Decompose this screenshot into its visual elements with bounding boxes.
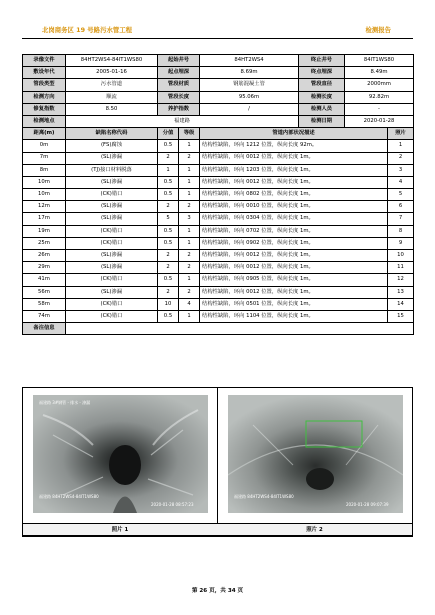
table-row	[23, 189, 414, 201]
defect-rows	[23, 140, 414, 323]
cell-score: 1	[158, 164, 179, 176]
photo-frame-1	[23, 388, 218, 524]
info-label: 检测方向	[23, 91, 66, 103]
info-value: /	[200, 103, 299, 115]
cell-photo: 7	[388, 213, 414, 225]
info-value: 2000mm	[345, 79, 414, 91]
remark-value	[66, 323, 414, 335]
table-row	[23, 176, 414, 188]
cell-desc: 结构性缺陷，环向 0501 位置，纵向长度 1m。	[200, 298, 388, 310]
photo-overlay-date: 2020-01-28 09:07:39	[346, 502, 389, 507]
info-value: 8.50	[66, 103, 158, 115]
table-row	[23, 201, 414, 213]
cell-grade: 1	[179, 176, 200, 188]
cell-photo: 14	[388, 298, 414, 310]
page-number: 第 26 页，共 34 页	[191, 588, 244, 594]
info-value: 84HT2WS4-84IT1WS80	[66, 55, 158, 67]
cell-score: 5	[158, 213, 179, 225]
cell-code: (CK)错口	[66, 237, 158, 249]
photo-overlay-date: 2020-01-28 08:57:23	[151, 502, 194, 507]
info-value: 福建路	[66, 115, 299, 127]
cell-desc: 结构性缺陷，环向 0012 位置，纵向长度 1m。	[200, 250, 388, 262]
cell-score: 0.5	[158, 310, 179, 322]
info-value: 92.82m	[345, 91, 414, 103]
cell-photo: 11	[388, 262, 414, 274]
cell-distance: 10m	[23, 189, 66, 201]
photo-panel	[22, 387, 413, 537]
cell-distance: 41m	[23, 274, 66, 286]
info-label: 检测日期	[299, 115, 345, 127]
cell-distance: 0m	[23, 140, 66, 152]
cell-score: 0.5	[158, 225, 179, 237]
cell-grade: 1	[179, 189, 200, 201]
cell-desc: 结构性缺陷，环向 1212 位置，纵向长度 92m。	[200, 140, 388, 152]
info-label: 修复指数	[23, 103, 66, 115]
cell-distance: 12m	[23, 201, 66, 213]
cell-distance: 56m	[23, 286, 66, 298]
cell-photo: 2	[388, 152, 414, 164]
photo-caption-1: 照片 1	[22, 523, 218, 536]
table-row	[23, 310, 414, 322]
cell-photo: 12	[388, 274, 414, 286]
cell-grade: 2	[179, 152, 200, 164]
info-row-3	[23, 79, 414, 91]
cell-desc: 结构性缺陷，环向 0905 位置，纵向长度 1m。	[200, 274, 388, 286]
cell-grade: 3	[179, 213, 200, 225]
table-row	[23, 286, 414, 298]
cell-distance: 8m	[23, 164, 66, 176]
cell-score: 0.5	[158, 237, 179, 249]
cell-desc: 结构性缺陷，环向 1203 位置，纵向长度 1m。	[200, 164, 388, 176]
info-value: 钢筋混凝土管	[200, 79, 299, 91]
cell-desc: 结构性缺陷，环向 0012 位置，纵向长度 1m。	[200, 262, 388, 274]
cell-grade: 4	[179, 298, 200, 310]
cell-distance: 58m	[23, 298, 66, 310]
cell-grade: 2	[179, 262, 200, 274]
cell-score: 2	[158, 250, 179, 262]
cell-distance: 19m	[23, 225, 66, 237]
cell-photo: 5	[388, 189, 414, 201]
cell-desc: 结构性缺陷，环向 1104 位置，纵向长度 1m。	[200, 310, 388, 322]
report-header	[22, 25, 413, 37]
info-label: 管段直径	[299, 79, 345, 91]
info-label: 敷设年代	[23, 67, 66, 79]
cell-code: (FS)腐蚀	[66, 140, 158, 152]
cell-photo: 10	[388, 250, 414, 262]
cell-distance: 26m	[23, 250, 66, 262]
cell-code: (CK)错口	[66, 274, 158, 286]
info-label: 养护指数	[158, 103, 200, 115]
info-label: 管段长度	[158, 91, 200, 103]
cell-score: 0.5	[158, 189, 179, 201]
cell-score: 2	[158, 286, 179, 298]
table-row	[23, 237, 414, 249]
cell-score: 0.5	[158, 176, 179, 188]
info-row-2	[23, 67, 414, 79]
info-value: 84IT1WS80	[345, 55, 414, 67]
pipe-photo-1	[33, 395, 208, 513]
table-row	[23, 274, 414, 286]
table-row	[23, 262, 414, 274]
cell-desc: 结构性缺陷，环向 0802 位置，纵向长度 1m。	[200, 189, 388, 201]
cell-desc: 结构性缺陷，环向 0012 位置，纵向长度 1m。	[200, 152, 388, 164]
info-label: 检测人员	[299, 103, 345, 115]
cell-score: 0.5	[158, 274, 179, 286]
info-label: 检测长度	[299, 91, 345, 103]
inspection-table	[22, 54, 414, 335]
info-value: 84HT2WS4	[200, 55, 299, 67]
info-value: 2020-01-28	[345, 115, 414, 127]
cell-photo: 4	[388, 176, 414, 188]
cell-code: (TJ)接口材料脱落	[66, 164, 158, 176]
cell-score: 2	[158, 262, 179, 274]
info-label: 终点埋深	[299, 67, 345, 79]
cell-score: 10	[158, 298, 179, 310]
cell-desc: 结构性缺陷，环向 0012 位置，纵向长度 1m。	[200, 286, 388, 298]
info-value: 污水管道	[66, 79, 158, 91]
cell-distance: 74m	[23, 310, 66, 322]
col-distance: 距离(m)	[23, 128, 66, 140]
info-value: 2005-01-16	[66, 67, 158, 79]
cell-desc: 结构性缺陷，环向 0702 位置，纵向长度 1m。	[200, 225, 388, 237]
info-value: 95.06m	[200, 91, 299, 103]
cell-code: (SL)渗漏	[66, 176, 158, 188]
cell-grade: 2	[179, 250, 200, 262]
info-label: 管段材质	[158, 79, 200, 91]
col-score: 分值	[158, 128, 179, 140]
info-row-6	[23, 115, 414, 127]
defect-header-row	[23, 128, 414, 140]
cell-score: 2	[158, 201, 179, 213]
info-label: 检测地点	[23, 115, 66, 127]
table-row	[23, 140, 414, 152]
cell-grade: 2	[179, 286, 200, 298]
col-photo: 照片	[388, 128, 414, 140]
info-value: 8.49m	[345, 67, 414, 79]
cell-code: (CK)错口	[66, 225, 158, 237]
cell-code: (CK)错口	[66, 189, 158, 201]
cell-distance: 10m	[23, 176, 66, 188]
photo-frame-2	[218, 388, 413, 524]
info-label: 管段类型	[23, 79, 66, 91]
cell-desc: 结构性缺陷，环向 0012 位置，纵向长度 1m。	[200, 176, 388, 188]
remark-label: 备注信息	[23, 323, 66, 335]
cell-desc: 结构性缺陷，环向 0902 位置，纵向长度 1m。	[200, 237, 388, 249]
cell-photo: 3	[388, 164, 414, 176]
cell-code: (SL)渗漏	[66, 213, 158, 225]
cell-grade: 1	[179, 274, 200, 286]
info-label: 录像文件	[23, 55, 66, 67]
cell-code: (SL)渗漏	[66, 250, 158, 262]
cell-code: (SL)渗漏	[66, 286, 158, 298]
table-row	[23, 164, 414, 176]
cell-grade: 1	[179, 164, 200, 176]
cell-code: (CK)错口	[66, 310, 158, 322]
cell-code: (CK)错口	[66, 298, 158, 310]
cell-photo: 8	[388, 225, 414, 237]
cell-code: (SL)渗漏	[66, 152, 158, 164]
header-rule	[22, 38, 413, 39]
photo-caption-2: 照片 2	[217, 523, 413, 536]
photo-overlay-bottom: 福建路 84HT2WS4-84IT1WS80	[234, 494, 294, 499]
project-title: 北岗商务区 19 号路污水管工程	[42, 26, 133, 34]
cell-grade: 1	[179, 237, 200, 249]
info-value: -	[345, 103, 414, 115]
info-label: 起始井号	[158, 55, 200, 67]
cell-code: (SL)渗漏	[66, 201, 158, 213]
cell-grade: 1	[179, 225, 200, 237]
cell-grade: 1	[179, 140, 200, 152]
table-row	[23, 213, 414, 225]
remark-row	[23, 323, 414, 335]
photo-overlay-top: 福建路 3#钢管 - 排水 - 渗漏	[39, 400, 91, 405]
cell-desc: 结构性缺陷，环向 0010 位置，纵向长度 1m。	[200, 201, 388, 213]
cell-grade: 2	[179, 201, 200, 213]
cell-photo: 6	[388, 201, 414, 213]
cell-distance: 25m	[23, 237, 66, 249]
info-label: 起点埋深	[158, 67, 200, 79]
col-code: 缺陷名称代码	[66, 128, 158, 140]
info-label: 终止井号	[299, 55, 345, 67]
cell-desc: 结构性缺陷，环向 0304 位置，纵向长度 1m。	[200, 213, 388, 225]
cell-photo: 13	[388, 286, 414, 298]
pipe-photo-2	[228, 395, 403, 513]
col-grade: 等级	[179, 128, 200, 140]
col-desc: 管道内部状况描述	[200, 128, 388, 140]
cell-score: 2	[158, 152, 179, 164]
cell-photo: 15	[388, 310, 414, 322]
table-row	[23, 225, 414, 237]
photo-overlay-bottom: 福建路 84HT2WS4-84IT1WS80	[39, 494, 99, 499]
cell-photo: 1	[388, 140, 414, 152]
cell-distance: 7m	[23, 152, 66, 164]
table-row	[23, 152, 414, 164]
table-row	[23, 250, 414, 262]
cell-grade: 1	[179, 310, 200, 322]
info-row-4	[23, 91, 414, 103]
report-type: 检测报告	[365, 26, 391, 34]
table-row	[23, 298, 414, 310]
cell-code: (SL)渗漏	[66, 262, 158, 274]
cell-distance: 29m	[23, 262, 66, 274]
cell-photo: 9	[388, 237, 414, 249]
info-value: 8.69m	[200, 67, 299, 79]
info-row-1	[23, 55, 414, 67]
cell-distance: 17m	[23, 213, 66, 225]
cell-score: 0.5	[158, 140, 179, 152]
info-row-5	[23, 103, 414, 115]
info-value: 顺流	[66, 91, 158, 103]
